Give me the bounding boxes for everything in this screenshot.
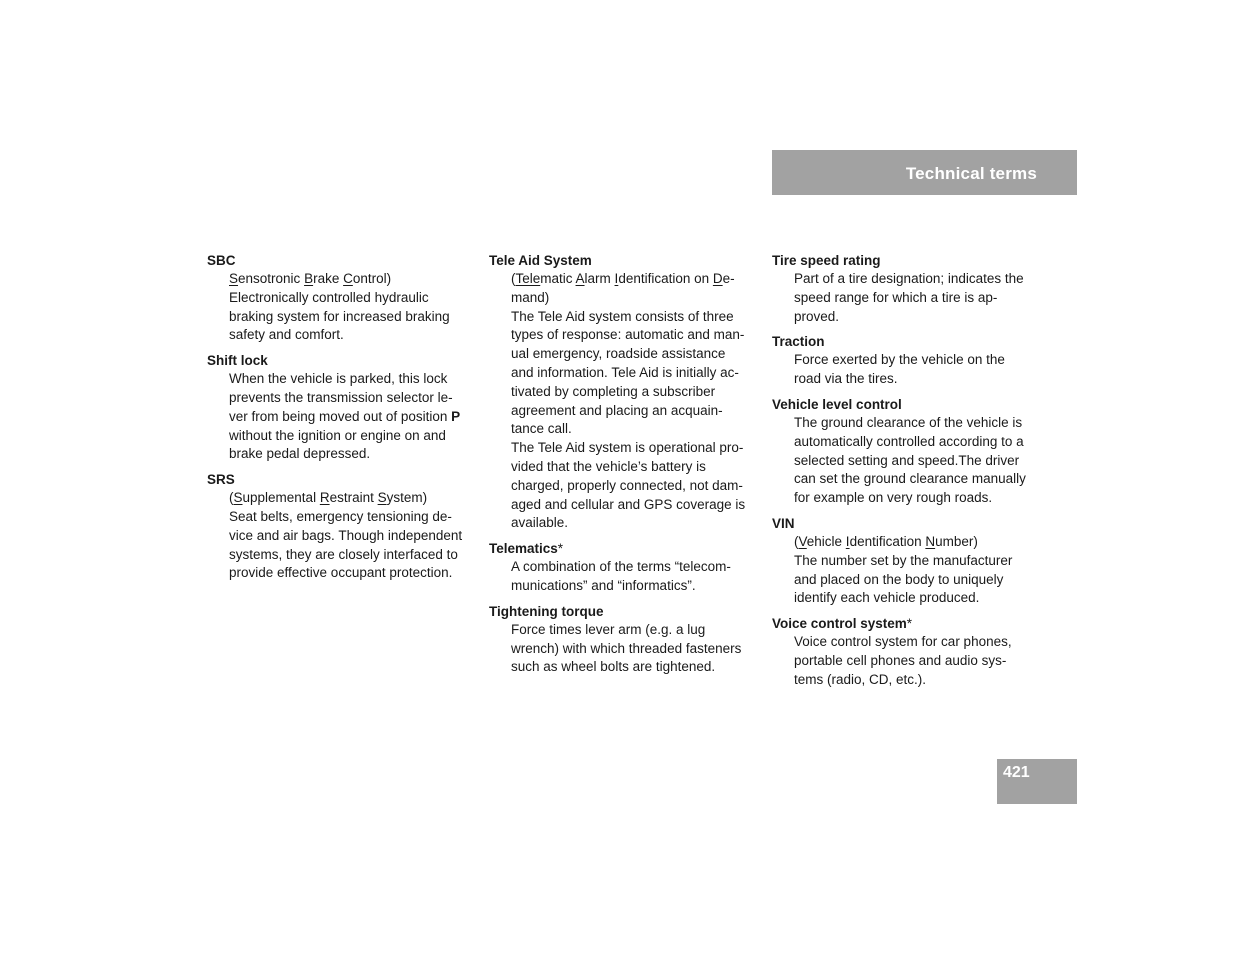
acronym-letter: C [343, 271, 353, 286]
glossary-term: Vehicle level control [772, 396, 902, 412]
definition-line: types of response: automatic and man- [511, 327, 745, 343]
definition-line: agreement and placing an acquain- [511, 402, 723, 418]
acronym-letter: Tele [515, 271, 541, 286]
glossary-entry [489, 602, 757, 677]
glossary-entry [772, 614, 1040, 689]
definition-line: without the ignition or engine on and [229, 427, 446, 443]
glossary-entry [207, 470, 472, 583]
definition-line: road via the tires. [794, 371, 898, 387]
page-number: 421 [1003, 764, 1030, 781]
definition-line: ver from being moved out of position P [229, 408, 461, 424]
section-title: Technical terms [905, 163, 1037, 183]
glossary-definition [489, 270, 757, 533]
definition-line: aged and cellular and GPS coverage is [511, 496, 746, 512]
glossary-term: Shift lock [207, 353, 268, 369]
glossary-term: Tele Aid System [489, 253, 592, 268]
glossary-term: SRS [207, 472, 235, 488]
glossary-entry [207, 251, 472, 345]
definition-line: prevents the transmission selector le- [229, 389, 453, 405]
definition-line: When the vehicle is parked, this lock [229, 371, 448, 387]
glossary-entry [772, 395, 1040, 508]
glossary-entry [772, 332, 1040, 389]
glossary-column-3 [772, 251, 1040, 696]
glossary-definition [772, 270, 1040, 326]
acronym-letter: S [229, 271, 239, 286]
definition-line: tance call. [511, 421, 572, 437]
definition-line: proved. [794, 308, 840, 324]
glossary-definition [207, 270, 472, 345]
acronym-letter: A [575, 271, 585, 286]
glossary-entry [489, 539, 757, 596]
glossary-definition [772, 633, 1040, 689]
glossary-term: Tightening torque [489, 603, 604, 619]
acronym-letter: D [712, 271, 723, 286]
definition-line: A combination of the terms “telecom- [511, 559, 731, 575]
definition-line: systems, they are closely interfaced to [229, 546, 458, 562]
definition-line: Force times lever arm (e.g. a lug [511, 621, 706, 637]
glossary-definition [489, 621, 757, 677]
definition-line: identify each vehicle produced. [794, 590, 980, 606]
acronym-letter: I [845, 533, 850, 549]
definition-line: braking system for increased braking [229, 308, 450, 324]
page-number-box [997, 759, 1077, 804]
definition-line: provide effective occupant protection. [229, 565, 453, 581]
glossary-entry [772, 514, 1040, 608]
glossary-term: SBC [207, 253, 236, 268]
glossary-entry [207, 351, 472, 464]
definition-line: ual emergency, roadside assistance [511, 346, 726, 362]
definition-line: The Tele Aid system consists of three [511, 308, 734, 324]
glossary-column-1 [207, 251, 472, 589]
definition-line: for example on very rough roads. [794, 490, 993, 506]
definition-line: selected setting and speed.The driver [794, 452, 1020, 468]
definition-line: and information. Tele Aid is initially ac- [511, 364, 739, 380]
definition-line: tivated by completing a subscriber [511, 383, 716, 399]
definition-line: can set the ground clearance manually [794, 471, 1026, 487]
definition-line: The number set by the manufacturer [794, 552, 1013, 568]
glossary-entry [489, 251, 757, 533]
definition-line: Sensotronic Brake Control) [229, 271, 392, 286]
definition-line: Seat belts, emergency tensioning de- [229, 508, 452, 524]
definition-line: mand) [511, 289, 550, 305]
glossary-term: Traction [772, 334, 825, 350]
glossary-entry [772, 251, 1040, 326]
glossary-term: Telematics* [489, 541, 564, 557]
glossary-term: Tire speed rating [772, 253, 881, 268]
definition-line: (Supplemental Restraint System) [229, 490, 428, 506]
acronym-letter: N [925, 533, 936, 549]
footnote-asterisk: * [557, 541, 564, 557]
glossary-definition [772, 533, 1040, 608]
acronym-letter: S [233, 490, 243, 506]
definition-line: vided that the vehicle’s battery is [511, 458, 706, 474]
definition-line: vice and air bags. Though independent [229, 527, 463, 543]
definition-line: available. [511, 515, 569, 531]
glossary-term: VIN [772, 515, 795, 531]
definition-line: and placed on the body to uniquely [794, 571, 1004, 587]
definition-line: The Tele Aid system is operational pro- [511, 440, 744, 456]
definition-line: brake pedal depressed. [229, 446, 371, 462]
definition-line: such as wheel bolts are tightened. [511, 659, 716, 675]
definition-line: charged, properly connected, not dam- [511, 477, 743, 493]
definition-line: automatically controlled according to a [794, 433, 1024, 449]
glossary-definition [489, 558, 757, 596]
glossary-column-2 [489, 251, 757, 683]
definition-line: Voice control system for car phones, [794, 634, 1012, 650]
section-header-bar [772, 150, 1077, 195]
footnote-asterisk: * [906, 616, 913, 632]
acronym-letter: I [614, 271, 619, 286]
acronym-letter: R [319, 490, 330, 506]
glossary-definition [772, 414, 1040, 508]
definition-line: Part of a tire designation; indicates the [794, 271, 1024, 286]
acronym-letter: S [377, 490, 387, 506]
definition-line: safety and comfort. [229, 327, 344, 343]
glossary-definition [207, 370, 472, 464]
definition-line: (Telematic Alarm Identification on De- [511, 271, 735, 286]
glossary-definition [207, 489, 472, 583]
emphasis: P [451, 408, 461, 424]
definition-line: wrench) with which threaded fasteners [511, 640, 742, 656]
definition-line: speed range for which a tire is ap- [794, 289, 998, 305]
definition-line: (Vehicle Identification Number) [794, 533, 978, 549]
definition-line: portable cell phones and audio sys- [794, 652, 1007, 668]
definition-line: The ground clearance of the vehicle is [794, 414, 1023, 430]
definition-line: Force exerted by the vehicle on the [794, 352, 1005, 368]
glossary-definition [772, 351, 1040, 389]
definition-line: munications” and “informatics”. [511, 577, 696, 593]
glossary-term: Voice control system* [772, 616, 913, 632]
definition-line: Electronically controlled hydraulic [229, 289, 429, 305]
definition-line: tems (radio, CD, etc.). [794, 671, 927, 687]
acronym-letter: V [798, 533, 807, 549]
acronym-letter: B [304, 271, 314, 286]
